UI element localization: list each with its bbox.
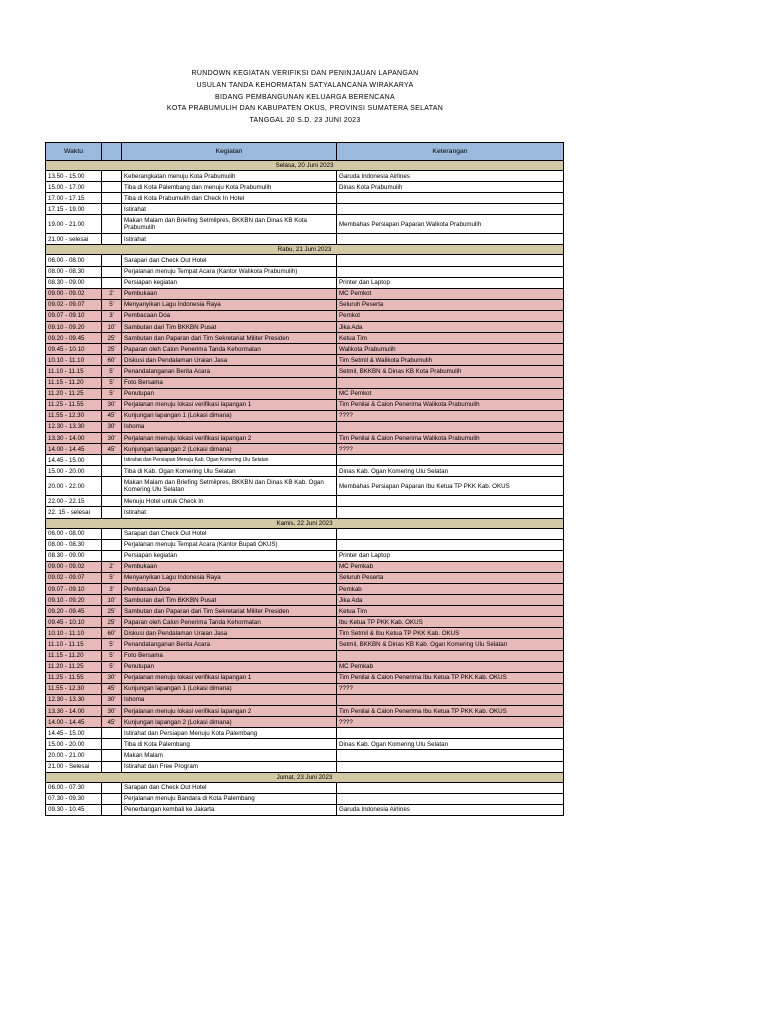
duration-cell: 25' [102,617,122,628]
note-cell [337,782,564,793]
activity-cell: Persiapan kegiatan [122,277,337,288]
activity-cell: Sarapan dan Check Out Hotel [122,255,337,266]
time-cell: 09.07 - 09.10 [46,310,102,321]
activity-cell: Perjalanan menuju lokasi verifikasi lapangan 1 [122,672,337,683]
duration-cell: 3' [102,310,122,321]
duration-cell [102,455,122,466]
activity-cell: Diskusi dan Pendalaman Uraian Jasa [122,355,337,366]
duration-cell [102,507,122,518]
duration-cell [102,477,122,496]
time-cell: 14.00 - 14.45 [46,444,102,455]
note-cell: Garuda Indonesia Airlines [337,804,564,815]
time-cell: 07.30 - 09.30 [46,793,102,804]
table-row [46,215,564,234]
table-row [46,171,564,182]
time-cell: 08.30 - 09.00 [46,550,102,561]
activity-cell: Pembacaan Doa [122,584,337,595]
activity-cell: Sambutan dan Paparan dari Tim Sekretariat Militer Presiden [122,606,337,617]
table-row [46,628,564,639]
duration-cell [102,528,122,539]
activity-cell: Istirahat [122,204,337,215]
duration-cell: 25' [102,344,122,355]
table-row [46,193,564,204]
column-header-notes: Keterangan [337,143,564,161]
time-cell: 11.15 - 11.20 [46,650,102,661]
note-cell: MC Pemkot [337,288,564,299]
activity-cell: Perjalanan menuju lokasi verifikasi lapangan 1 [122,399,337,410]
duration-cell [102,266,122,277]
table-row [46,388,564,399]
note-cell [337,255,564,266]
table-row [46,466,564,477]
table-row [46,496,564,507]
table-row [46,639,564,650]
duration-cell: 45' [102,683,122,694]
note-cell [337,421,564,432]
duration-cell: 5' [102,572,122,583]
table-row [46,507,564,518]
title-line-5: TANGGAL 20 S.D. 23 JUNI 2023 [249,117,361,125]
note-cell: ???? [337,717,564,728]
duration-cell: 2' [102,288,122,299]
note-cell: Garuda Indonesia Airlines [337,171,564,182]
table-row [46,728,564,739]
note-cell: Jika Ada [337,595,564,606]
activity-cell: Sarapan dan Check Out Hotel [122,782,337,793]
note-cell [337,761,564,772]
note-cell: Tim Penilai & Calon Penerima Ibu Ketua TP PKK Kab. OKUS [337,706,564,717]
activity-cell: Kunjungan lapangan 2 (Lokasi dimana) [122,444,337,455]
note-cell [337,496,564,507]
time-cell: 09.02 - 09.07 [46,572,102,583]
note-cell [337,539,564,550]
note-cell [337,728,564,739]
activity-cell: Istirahat dan Persiapan Menuju Kota Palembang [122,728,337,739]
title-line-4: KOTA PRABUMULIH DAN KABUPATEN OKUS, PROVINSI SUMATERA SELATAN [166,105,444,113]
table-row [46,572,564,583]
note-cell [337,750,564,761]
table-row [46,761,564,772]
note-cell: Pemkot [337,310,564,321]
time-cell: 13.50 - 15.00 [46,171,102,182]
activity-cell: Penandatanganan Berita Acara [122,639,337,650]
time-cell: 09.00 - 09.02 [46,288,102,299]
time-cell: 06.00 - 08.00 [46,255,102,266]
note-cell: Tim Penilai & Calon Penerima Ibu Ketua TP PKK Kab. OKUS [337,672,564,683]
activity-cell: Menyanyikan Lagu Indonesia Raya [122,299,337,310]
time-cell: 11.10 - 11.15 [46,366,102,377]
table-row [46,421,564,432]
note-cell: MC Pemkab [337,561,564,572]
activity-cell: Istirahat dan Free Program [122,761,337,772]
note-cell: Dinas Kota Prabumulih [337,182,564,193]
duration-cell: 30' [102,706,122,717]
time-cell: 09.30 - 10.45 [46,804,102,815]
note-cell: Membahas Persiapan Paparan Ibu Ketua TP PKK Kab. OKUS [337,477,564,496]
duration-cell: 30' [102,694,122,705]
table-row [46,706,564,717]
time-cell: 17.15 - 19.00 [46,204,102,215]
time-cell: 15.00 - 20.00 [46,739,102,750]
table-row [46,355,564,366]
document-title [0,68,610,127]
note-cell: ???? [337,683,564,694]
duration-cell [102,782,122,793]
note-cell [337,455,564,466]
note-cell: Setmil, BKKBN & Dinas KB Kab. Ogan Komering Ulu Selatan [337,639,564,650]
time-cell: 08.00 - 08.30 [46,266,102,277]
activity-cell: Perjalanan menuju Bandara di Kota Palembang [122,793,337,804]
activity-cell: Penutupan [122,388,337,399]
activity-cell: Menuju Hotel untuk Check In [122,496,337,507]
note-cell: MC Pemkot [337,388,564,399]
table-row [46,310,564,321]
table-row [46,694,564,705]
duration-cell [102,193,122,204]
table-row [46,444,564,455]
note-cell: Ketua Tim [337,606,564,617]
duration-cell: 10' [102,595,122,606]
activity-cell: Ishoma [122,694,337,705]
table-row [46,182,564,193]
duration-cell [102,539,122,550]
day-header-row [46,518,564,528]
duration-cell: 25' [102,606,122,617]
note-cell [337,793,564,804]
day-label: Rabu, 21 Juni 2023 [46,245,564,255]
activity-cell: Istirahat [122,507,337,518]
note-cell: Jika Ada [337,322,564,333]
column-header-time: Waktu [46,143,102,161]
time-cell: 10.10 - 11.10 [46,355,102,366]
note-cell [337,507,564,518]
duration-cell [102,761,122,772]
note-cell [337,193,564,204]
table-row [46,204,564,215]
note-cell: ???? [337,444,564,455]
activity-cell: Perjalanan menuju lokasi verifikasi lapangan 2 [122,706,337,717]
duration-cell: 30' [102,421,122,432]
table-row [46,234,564,245]
table-row [46,399,564,410]
note-cell: ???? [337,410,564,421]
duration-cell [102,277,122,288]
duration-cell: 60' [102,628,122,639]
table-row [46,717,564,728]
schedule-table [45,142,564,816]
column-header-duration [102,143,122,161]
duration-cell: 5' [102,377,122,388]
activity-cell: Tiba di Kota Palembang [122,739,337,750]
table-row [46,377,564,388]
duration-cell: 45' [102,410,122,421]
activity-cell: Tiba di Kab. Ogan Komering Ulu Selatan [122,466,337,477]
note-cell: Dinas Kab. Ogan Komering Ulu Selatan [337,739,564,750]
activity-cell: Diskusi dan Pendalaman Uraian Jasa [122,628,337,639]
activity-cell: Perjalanan menuju Tempat Acara (Kantor Bupati OKUS) [122,539,337,550]
activity-cell: Sambutan dari Tim BKKBN Pusat [122,595,337,606]
activity-cell: Kunjungan lapangan 1 (Lokasi dimana) [122,683,337,694]
time-cell: 11.10 - 11.15 [46,639,102,650]
duration-cell [102,255,122,266]
activity-cell: Kunjungan lapangan 1 (Lokasi dimana) [122,410,337,421]
duration-cell: 30' [102,672,122,683]
activity-cell: Makan Malam dan Briefing Setmilpres, BKKBN dan Dinas KB Kab. Ogan Komering Ulu Selatan [122,477,337,496]
note-cell: Dinas Kab. Ogan Komering Ulu Selatan [337,466,564,477]
duration-cell: 45' [102,444,122,455]
table-row [46,366,564,377]
day-label: Selasa, 20 Juni 2023 [46,161,564,171]
time-cell: 20.00 - 21.00 [46,750,102,761]
duration-cell [102,234,122,245]
time-cell: 12.30 - 13.30 [46,421,102,432]
duration-cell: 5' [102,366,122,377]
time-cell: 09.20 - 09.45 [46,606,102,617]
time-cell: 11.55 - 12.30 [46,410,102,421]
time-cell: 20.00 - 22.00 [46,477,102,496]
duration-cell [102,496,122,507]
activity-cell: Tiba di Kota Prabumulih dan Check In Hotel [122,193,337,204]
activity-cell: Paparan oleh Calon Penerima Tanda Kehormatan [122,617,337,628]
duration-cell: 5' [102,661,122,672]
activity-cell: Paparan oleh Calon Penerima Tanda Kehormatan [122,344,337,355]
day-header-row [46,161,564,171]
time-cell: 09.10 - 09.20 [46,595,102,606]
table-row [46,739,564,750]
activity-cell: Penutupan [122,661,337,672]
time-cell: 11.20 - 11.25 [46,388,102,399]
time-cell: 13.30 - 14.00 [46,706,102,717]
activity-cell: Pembacaan Doa [122,310,337,321]
activity-cell: Tiba di Kota Palembang dan menuju Kota Prabumulih [122,182,337,193]
note-cell: Seluruh Peserta [337,299,564,310]
note-cell: Setmil, BKKBN & Dinas KB Kota Prabumulih [337,366,564,377]
note-cell [337,528,564,539]
activity-cell: Makan Malam [122,750,337,761]
time-cell: 09.00 - 09.02 [46,561,102,572]
time-cell: 12.30 - 13.30 [46,694,102,705]
time-cell: 14.00 - 14.45 [46,717,102,728]
time-cell: 17.00 - 17.15 [46,193,102,204]
time-cell: 11.15 - 11.20 [46,377,102,388]
duration-cell [102,466,122,477]
note-cell [337,694,564,705]
time-cell: 21.00 - selesai [46,234,102,245]
duration-cell: 30' [102,399,122,410]
note-cell: Tim Penilai & Calon Penerima Walikota Prabumulih [337,399,564,410]
table-row [46,299,564,310]
table-row [46,750,564,761]
time-cell: 09.45 - 10.10 [46,617,102,628]
time-cell: 14.45 - 15.00 [46,728,102,739]
note-cell [337,377,564,388]
note-cell: Tim Setmil & Walikota Prabumulih [337,355,564,366]
time-cell: 11.20 - 11.25 [46,661,102,672]
table-row [46,266,564,277]
column-header-activity: Kegiatan [122,143,337,161]
time-cell: 11.55 - 12.30 [46,683,102,694]
duration-cell [102,550,122,561]
activity-cell: Menyanyikan Lagu Indonesia Raya [122,572,337,583]
note-cell: Ketua Tim [337,333,564,344]
table-row [46,793,564,804]
duration-cell [102,793,122,804]
activity-cell: Ishoma [122,421,337,432]
time-cell: 11.25 - 11.55 [46,399,102,410]
time-cell: 09.02 - 09.07 [46,299,102,310]
table-row [46,617,564,628]
duration-cell: 60' [102,355,122,366]
duration-cell [102,739,122,750]
duration-cell: 5' [102,650,122,661]
schedule-body [46,161,564,816]
duration-cell [102,750,122,761]
table-row [46,333,564,344]
day-label: Jumat, 23 Juni 2023 [46,772,564,782]
note-cell: Walikota Prabumulih [337,344,564,355]
time-cell: 14.45 - 15.00 [46,455,102,466]
table-row [46,432,564,443]
title-line-1: RUNDOWN KEGIATAN VERIFIKSI DAN PENINJAUAN LAPANGAN [191,70,419,77]
note-cell [337,650,564,661]
table-row [46,455,564,466]
note-cell [337,234,564,245]
activity-cell: Persiapan kegiatan [122,550,337,561]
activity-cell: Foto Bersama [122,377,337,388]
table-row [46,606,564,617]
activity-cell: Penerbangan kembali ke Jakarta [122,804,337,815]
duration-cell [102,204,122,215]
duration-cell [102,215,122,234]
time-cell: 13.30 - 14.00 [46,432,102,443]
note-cell: Seluruh Peserta [337,572,564,583]
table-row [46,528,564,539]
activity-cell: Foto Bersama [122,650,337,661]
table-row [46,477,564,496]
duration-cell [102,804,122,815]
time-cell: 21.00 - Selesai [46,761,102,772]
duration-cell: 5' [102,639,122,650]
duration-cell: 10' [102,322,122,333]
note-cell: Tim Setmil & Ibu Ketua TP PKK Kab. OKUS [337,628,564,639]
table-row [46,595,564,606]
time-cell: 09.10 - 09.20 [46,322,102,333]
duration-cell: 5' [102,299,122,310]
time-cell: 15.00 - 17.00 [46,182,102,193]
time-cell: 10.10 - 11.10 [46,628,102,639]
time-cell: 08.30 - 09.00 [46,277,102,288]
time-cell: 19.00 - 21.00 [46,215,102,234]
activity-cell: Penandatanganan Berita Acara [122,366,337,377]
time-cell: 22.00 - 22.15 [46,496,102,507]
table-row [46,683,564,694]
activity-cell: Makan Malam dan Briefing Setmilpres, BKKBN dan Dinas KB Kota Prabumulih [122,215,337,234]
table-row [46,782,564,793]
table-row [46,322,564,333]
activity-cell: Sambutan dari Tim BKKBN Pusat [122,322,337,333]
activity-cell: Pembukaan [122,288,337,299]
table-row [46,561,564,572]
table-row [46,288,564,299]
activity-cell: Keberangkatan menuju Kota Prabumulih [122,171,337,182]
note-cell [337,266,564,277]
table-row [46,550,564,561]
note-cell: Tim Penilai & Calon Penerima Walikota Prabumulih [337,432,564,443]
note-cell [337,204,564,215]
activity-cell: Sambutan dan Paparan dari Tim Sekretariat Militer Presiden [122,333,337,344]
note-cell: Pemkab [337,584,564,595]
activity-cell: Istirahat dan Persiapan Menuju Kab. Ogan Komering Ulu Selatan [122,455,337,466]
table-row [46,277,564,288]
time-cell: 06.00 - 07.30 [46,782,102,793]
title-line-2: USULAN TANDA KEHORMATAN SATYALANCANA WIRAKARYA [196,81,414,89]
table-row [46,344,564,355]
duration-cell [102,171,122,182]
duration-cell [102,182,122,193]
duration-cell: 30' [102,432,122,443]
table-row [46,804,564,815]
title-line-3: BIDANG PEMBANGUNAN KELUARGA BERENCANA [215,93,395,101]
activity-cell: Istirahat [122,234,337,245]
note-cell: Printer dan Laptop [337,277,564,288]
table-row [46,255,564,266]
note-cell: Membahas Persiapan Paparan Walkota Prabumulih [337,215,564,234]
duration-cell: 2' [102,561,122,572]
table-header-row [46,143,564,161]
time-cell: 11.25 - 11.55 [46,672,102,683]
time-cell: 22. 15 - selesai [46,507,102,518]
activity-cell: Kunjungan lapangan 2 (Lokasi dimana) [122,717,337,728]
duration-cell: 5' [102,388,122,399]
activity-cell: Sarapan dan Check Out Hotel [122,528,337,539]
time-cell: 09.07 - 09.10 [46,584,102,595]
day-header-row [46,772,564,782]
time-cell: 09.45 - 10.10 [46,344,102,355]
note-cell: Ibu Ketua TP PKK Kab. OKUS [337,617,564,628]
duration-cell: 45' [102,717,122,728]
duration-cell: 25' [102,333,122,344]
day-label: Kamis, 22 Juni 2023 [46,518,564,528]
table-row [46,584,564,595]
time-cell: 06.00 - 08.00 [46,528,102,539]
note-cell: Printer dan Laptop [337,550,564,561]
activity-cell: Perjalanan menuju Tempat Acara (Kantor Walikota Prabumulih) [122,266,337,277]
activity-cell: Perjalanan menuju lokasi verifikasi lapangan 2 [122,432,337,443]
note-cell: MC Pemkab [337,661,564,672]
table-row [46,650,564,661]
activity-cell: Pembukaan [122,561,337,572]
duration-cell [102,728,122,739]
table-row [46,672,564,683]
duration-cell: 3' [102,584,122,595]
day-header-row [46,245,564,255]
table-row [46,539,564,550]
table-row [46,661,564,672]
time-cell: 08.00 - 08.30 [46,539,102,550]
time-cell: 15.00 - 20.00 [46,466,102,477]
time-cell: 09.20 - 09.45 [46,333,102,344]
table-row [46,410,564,421]
